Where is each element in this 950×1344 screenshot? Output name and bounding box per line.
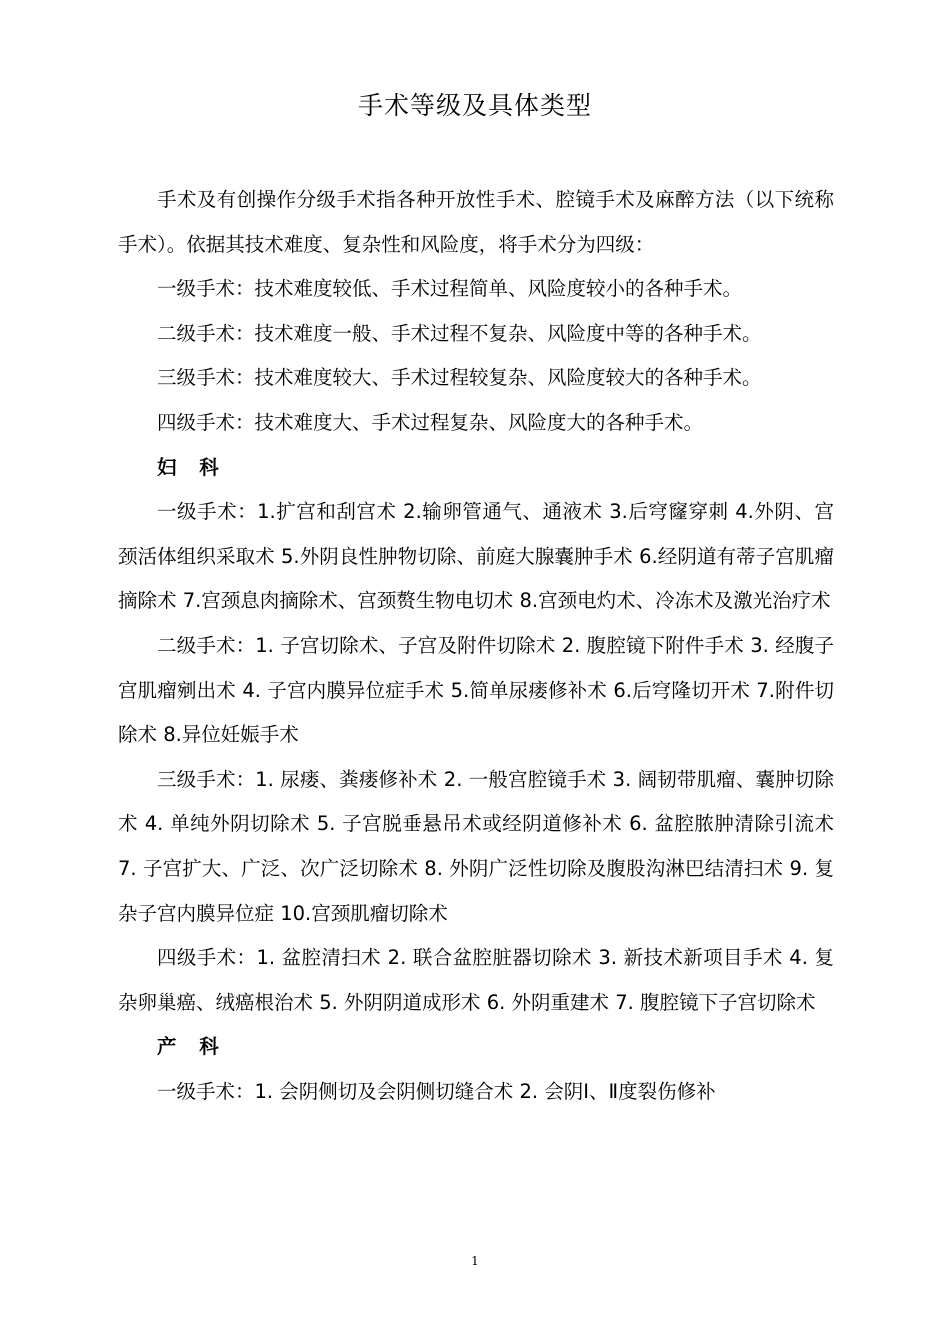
document-body (118, 178, 834, 1114)
intro-paragraph: 手术及有创操作分级手术指各种开放性手术、腔镜手术及麻醉方法（以下统称手术）。依据其技术难度、复杂性和风险度，将手术分为四级： (118, 188, 834, 256)
page-title: 手术等级及具体类型 (357, 91, 592, 120)
level-definition-3: 三级手术：技术难度较大、手术过程较复杂、风险度较大的各种手术。 (157, 366, 762, 390)
level-definition-1: 一级手术：技术难度较低、手术过程简单、风险度较小的各种手术。 (157, 277, 743, 301)
level-definition-4: 四级手术：技术难度大、手术过程复杂、风险度大的各种手术。 (157, 410, 704, 434)
level-definition-2: 二级手术：技术难度一般、手术过程不复杂、风险度中等的各种手术。 (157, 321, 762, 345)
obstetrics-level-1: 一级手术：1. 会阴侧切及会阴侧切缝合术 2. 会阴Ⅰ、Ⅱ度裂伤修补 (157, 1079, 716, 1103)
section-heading-obstetrics: 产 科 (157, 1035, 227, 1059)
gynecology-level-4: 四级手术：1. 盆腔清扫术 2. 联合盆腔脏器切除术 3. 新技术新项目手术 4. 复杂卵巢癌、绒癌根治术 5. 外阴阴道成形术 6. 外阴重建术 7. 腹腔镜下子宫切除术 (118, 946, 834, 1014)
page-number: 1 (471, 1254, 479, 1268)
gynecology-level-2: 二级手术：1. 子宫切除术、子宫及附件切除术 2. 腹腔镜下附件手术 3. 经腹子宫肌瘤剜出术 4. 子宫内膜异位症手术 5.简单尿瘘修补术 6.后穹隆切开术 7.附件切除术 8.异位妊娠手术 (118, 633, 834, 747)
section-heading-gynecology: 妇 科 (157, 455, 227, 479)
gynecology-level-3: 三级手术：1. 尿瘘、粪瘘修补术 2. 一般宫腔镜手术 3. 阔韧带肌瘤、囊肿切除术 4. 单纯外阴切除术 5. 子宫脱垂悬吊术或经阴道修补术 6. 盆腔脓肿清除引流术 7. 子宫扩大、广泛、次广泛切除术 8. 外阴广泛性切除及腹股沟淋巴结清扫术 9. 复杂子宫内膜异位症 10.宫颈肌瘤切除术 (118, 767, 834, 925)
gynecology-level-1: 一级手术：1.扩宫和刮宫术 2.输卵管通气、通液术 3.后穹窿穿刺 4.外阴、宫颈活体组织采取术 5.外阴良性肿物切除、前庭大腺囊肿手术 6.经阴道有蒂子宫肌瘤摘除术 7.宫颈息肉摘除术、宫颈赘生物电切术 8.宫颈电灼术、冷冻术及激光治疗术 (118, 500, 834, 613)
